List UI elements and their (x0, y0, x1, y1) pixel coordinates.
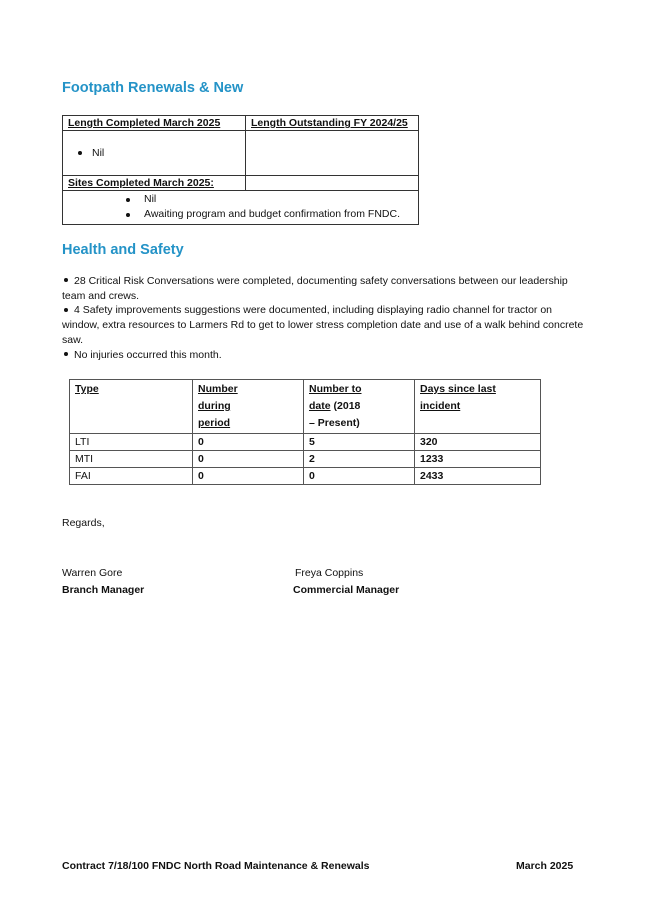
bullet-icon (126, 213, 130, 217)
signatory-1-name: Warren Gore (62, 567, 123, 579)
cell-days: 320 (415, 434, 541, 451)
sites-empty-cell (246, 176, 419, 191)
health-bullet: 4 Safety improvements suggestions were documented, including displaying radio channel for tractor on window, extra resources to Larmers Rd to get to lower stress completion date and use of a walk behind concrete saw. (62, 304, 584, 346)
health-safety-heading: Health and Safety (62, 242, 184, 258)
health-bullets (62, 274, 587, 362)
bullet-icon (126, 198, 130, 202)
cell-period: 0 (193, 468, 304, 485)
bullet-icon (64, 278, 68, 282)
signatory-2-name: Freya Coppins (295, 567, 364, 579)
safety-stats-table (69, 379, 541, 485)
bullet-icon (78, 151, 82, 155)
bullet-icon (64, 308, 68, 312)
cell-to-date: 5 (304, 434, 415, 451)
cell-to-date: 2 (304, 451, 415, 468)
sites-completed-label: Sites Completed March 2025: (63, 176, 246, 191)
length-completed-cell (63, 131, 246, 176)
sites-item: Nil (144, 193, 157, 205)
health-bullet: 28 Critical Risk Conversations were completed, documenting safety conversations between our leadership team and crews. (62, 275, 568, 302)
header-days-since-incident: Days since last incident (415, 380, 541, 434)
health-bullet: No injuries occurred this month. (62, 348, 587, 363)
cell-to-date: 0 (304, 468, 415, 485)
signatory-1-title: Branch Manager (62, 584, 145, 596)
bullet-icon (64, 352, 68, 356)
header-number-during-period: Number during period (193, 380, 304, 434)
table-row (70, 451, 541, 468)
footpath-col2-header: Length Outstanding FY 2024/25 (246, 116, 419, 131)
regards-text: Regards, (62, 517, 105, 529)
sites-item: Awaiting program and budget confirmation from FNDC. (144, 208, 401, 220)
table-row (70, 468, 541, 485)
cell-type: LTI (70, 434, 193, 451)
footer-date: March 2025 (516, 860, 574, 872)
footpath-heading: Footpath Renewals & New (62, 80, 244, 96)
signatory-2-title: Commercial Manager (293, 584, 400, 596)
sites-list (63, 191, 419, 225)
cell-type: FAI (70, 468, 193, 485)
table-row (70, 434, 541, 451)
cell-period: 0 (193, 451, 304, 468)
header-type: Type (70, 380, 193, 434)
length-outstanding-cell (246, 131, 419, 176)
header-number-to-date: Number to date (2018 – Present) (304, 380, 415, 434)
cell-days: 2433 (415, 468, 541, 485)
cell-type: MTI (70, 451, 193, 468)
cell-period: 0 (193, 434, 304, 451)
footpath-table (62, 115, 419, 225)
length-completed-value: Nil (92, 147, 105, 159)
footer-contract: Contract 7/18/100 FNDC North Road Maintenance & Renewals (62, 860, 370, 872)
footpath-col1-header: Length Completed March 2025 (63, 116, 246, 131)
cell-days: 1233 (415, 451, 541, 468)
